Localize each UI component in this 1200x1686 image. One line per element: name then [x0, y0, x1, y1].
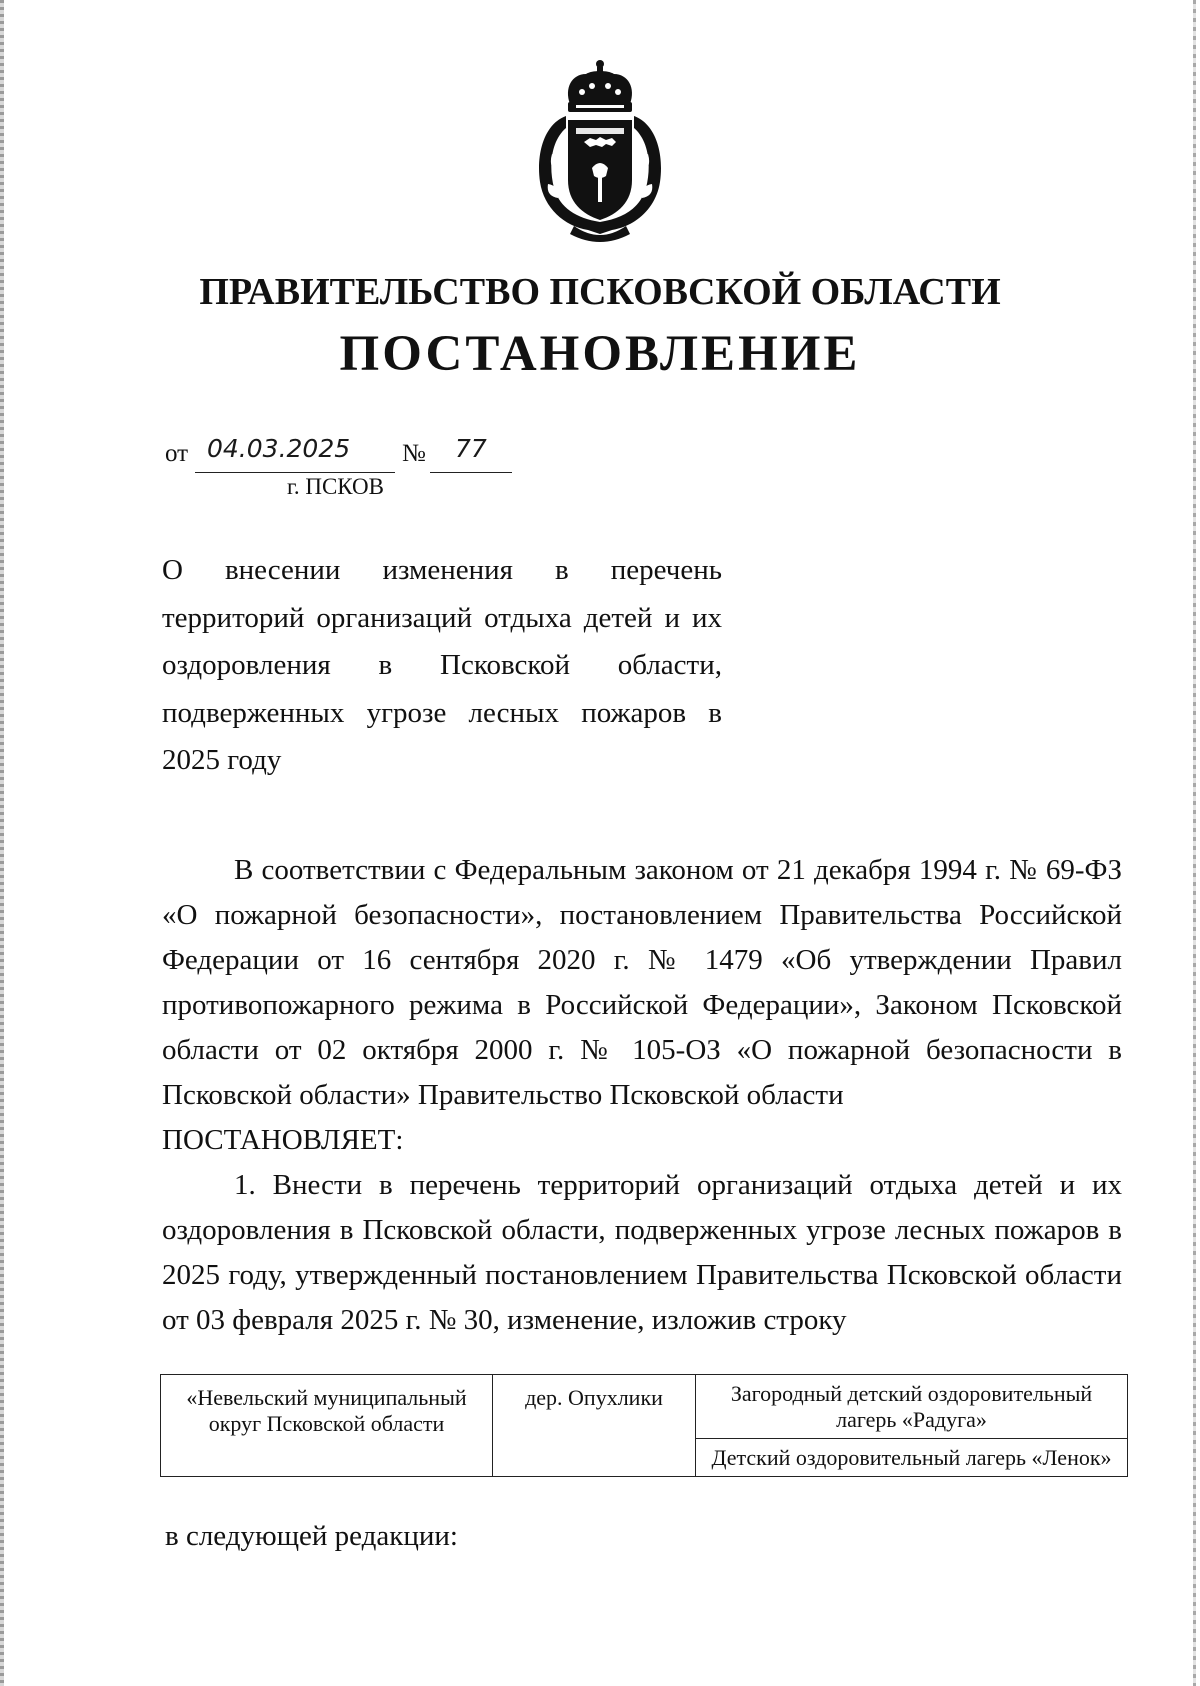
document-type-title: ПОСТАНОВЛЕНИЕ — [339, 326, 861, 382]
date-label: от — [165, 440, 189, 467]
issue-city: г. ПСКОВ — [287, 474, 385, 499]
district-cell: «Невельский муниципальный округ Псковской области — [161, 1375, 493, 1477]
date-underline — [195, 472, 395, 473]
camp-cell: Загородный детский оздоровительный лагерь «Радуга» — [696, 1375, 1128, 1439]
scan-edge-right — [1193, 0, 1196, 1686]
item-1-paragraph: 1. Внести в перечень территорий организаций отдыха детей и их оздоровления в Псковской области, подверженных угрозе лесных пожаров в 2025 году, утвержденный постановлением Правительства Псковской области от 03 февраля 2025 г. № 30, изменение, изложив строку — [162, 1169, 1122, 1336]
issuing-authority-title: ПРАВИТЕЛЬСТВО ПСКОВСКОЙ ОБЛАСТИ — [199, 271, 1001, 313]
coat-of-arms-emblem — [530, 58, 670, 242]
camp-cell: Детский оздоровительный лагерь «Ленок» — [696, 1439, 1128, 1477]
table-row — [161, 1375, 1128, 1439]
number-label: № — [402, 440, 426, 467]
document-requisites — [165, 430, 545, 500]
village-cell: дер. Опухлики — [493, 1375, 696, 1477]
preamble-paragraph: В соответствии с Федеральным законом от 21 декабря 1994 г. № 69-ФЗ «О пожарной безопасности», постановлением Правительства Российской Федерации от 16 сентября 2020 г. № 1479 «Об утверждении Правил противопожарного режима в Российской Федерации», Законом Псковской области от 02 октября 2000 г. № 105-ОЗ «О пожарной безопасности в Псковской области» Правительство Псковской области — [162, 854, 1122, 1111]
document-date: 04.03.2025 — [207, 434, 351, 463]
number-underline — [430, 472, 512, 473]
document-body — [162, 848, 1122, 1343]
document-subject: О внесении изменения в перечень территорий организаций отдыха детей и их оздоровления в Псковской области, подверженных угрозе лесных пожаров в 2025 году — [162, 554, 722, 776]
scan-edge-left — [0, 0, 4, 1686]
decree-word: ПОСТАНОВЛЯЕТ: — [162, 1124, 404, 1156]
document-number: 77 — [455, 434, 487, 463]
amended-row-table — [160, 1374, 1128, 1477]
following-edition-text: в следующей редакции: — [165, 1520, 458, 1552]
